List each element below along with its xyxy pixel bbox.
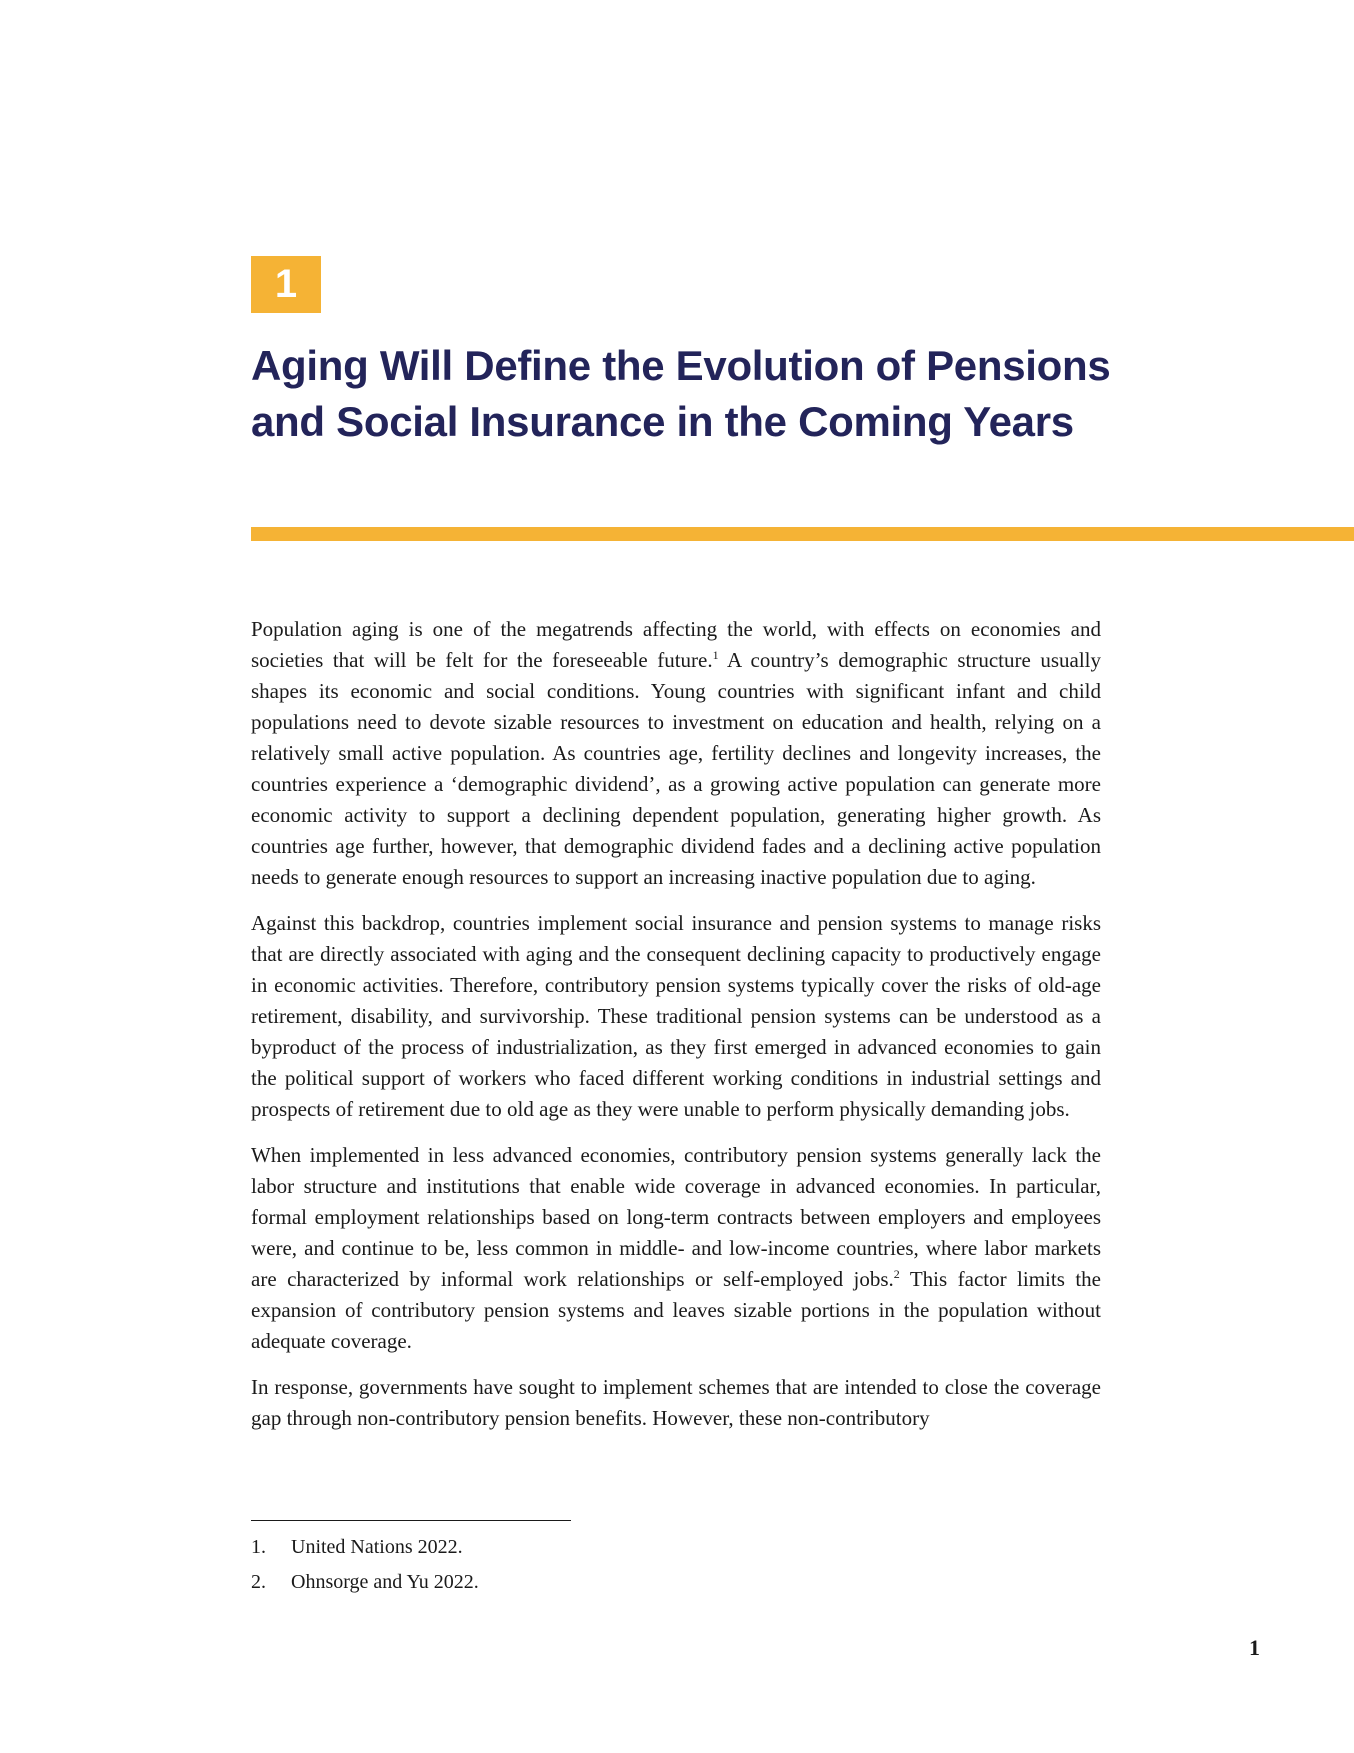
footnote-number: 2. (251, 1571, 266, 1593)
paragraph-1-text-b: A country’s demographic structure usually shapes its economic and social conditions. Young countries with significant infant and child populations need to devote sizable resources to investment on education and health, relying on a relatively small active population. As countries age, fertility declines and longevity increases, the countries experience a ‘demographic dividend’, as a growing active population can generate more economic activity to support a declining dependent population, generating higher growth. As countries age further, however, that demographic dividend fades and a declining active population needs to generate enough resources to support an increasing inactive population due to aging. (251, 648, 1101, 889)
footnote-text: Ohnsorge and Yu 2022. (291, 1571, 479, 1593)
footnote-item-1 (251, 1530, 951, 1565)
paragraph-4: In response, governments have sought to implement schemes that are intended to close the coverage gap through non-contributory pension benefits. However, these non-contributory (251, 1375, 1101, 1430)
paragraph-3 (251, 1140, 1101, 1357)
chapter-title (251, 338, 1151, 450)
paragraph-3-text-b: This factor limits the expansion of contributory pension systems and leaves sizable portions in the population without adequate coverage. (251, 1267, 1101, 1353)
accent-divider-bar (251, 527, 1354, 541)
body-text (251, 614, 1101, 1449)
chapter-title-line-1: Aging Will Define the Evolution of Pensions (251, 342, 1111, 389)
page-number: 1 (1249, 1635, 1260, 1660)
chapter-number-badge: 1 (251, 256, 321, 313)
footnote-divider (251, 1520, 571, 1521)
chapter-title-line-2: and Social Insurance in the Coming Years (251, 398, 1074, 445)
footnote-ref-1[interactable]: 1 (712, 648, 719, 662)
footnote-number: 1. (251, 1536, 266, 1558)
footnote-item-2 (251, 1565, 951, 1600)
footnote-ref-2[interactable]: 2 (893, 1267, 900, 1281)
footnote-text: United Nations 2022. (291, 1536, 463, 1558)
paragraph-1-text-a: Population aging is one of the megatrends affecting the world, with effects on economies and societies that will be felt for the foreseeable future. (251, 617, 1101, 672)
footnotes (251, 1530, 951, 1600)
paragraph-2: Against this backdrop, countries implement social insurance and pension systems to manage risks that are directly associated with aging and the consequent declining capacity to productively engage in economic activities. Therefore, contributory pension systems typically cover the risks of old-age retirement, disability, and survivorship. These traditional pension systems can be understood as a byproduct of the process of industrialization, as they first emerged in advanced economies to gain the political support of workers who faced different working conditions in industrial settings and prospects of retirement due to old age as they were unable to perform physically demanding jobs. (251, 911, 1101, 1121)
paragraph-1 (251, 614, 1101, 893)
paragraph-3-text-a: When implemented in less advanced economies, contributory pension systems generally lack the labor structure and institutions that enable wide coverage in advanced economies. In particular, formal employment relationships based on long-term contracts between employers and employees were, and continue to be, less common in middle- and low-income countries, where labor markets are characterized by informal work relationships or self-employed jobs. (251, 1143, 1101, 1291)
